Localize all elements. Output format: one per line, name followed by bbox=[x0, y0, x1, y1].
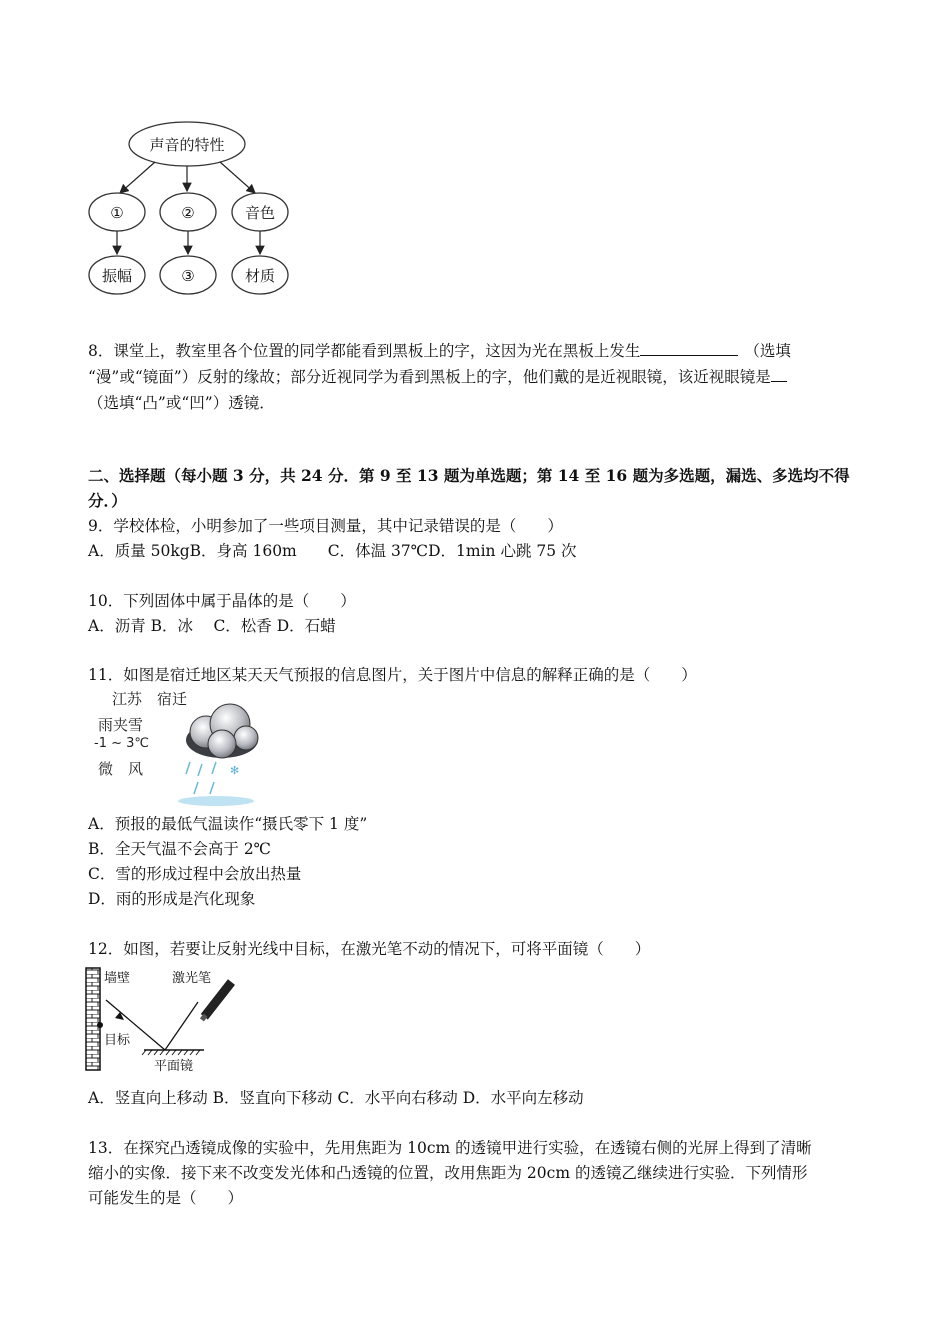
svg-text:✻: ✻ bbox=[230, 764, 240, 777]
diagram-node-2-label: ② bbox=[181, 204, 195, 222]
q9-options: A．质量 50kgB．身高 160m C．体温 37℃D．1min 心跳 75 次 bbox=[88, 542, 577, 560]
q9-stem: 9．学校体检，小明参加了一些项目测量，其中记录错误的是（ ） bbox=[88, 517, 563, 535]
cloud-rain-snow-icon bbox=[172, 700, 262, 810]
weather-forecast-figure bbox=[92, 688, 262, 806]
diagram-node-1-label: ① bbox=[110, 204, 124, 222]
section2-heading-line2: 分．） bbox=[88, 491, 127, 510]
q13-line1: 13．在探究凸透镜成像的实验中，先用焦距为 10cm 的透镜甲进行实验，在透镜右侧的光屏上得到了清晰 bbox=[88, 1139, 812, 1157]
section2-heading-line1: 二、选择题（每小题 3 分，共 24 分．第 9 至 13 题为单选题；第 14 至 16 题为多选题，漏选、多选均不得 bbox=[88, 466, 850, 485]
q11-option-b: B．全天气温不会高于 2℃ bbox=[88, 840, 272, 858]
diagram-root-label: 声音的特性 bbox=[149, 136, 225, 154]
q13-line2: 缩小的实像．接下来不改变发光体和凸透镜的位置，改用焦距为 20cm 的透镜乙继续进行实验．下列情形 bbox=[88, 1164, 808, 1182]
incident-ray bbox=[165, 1002, 198, 1050]
diagram-arrow bbox=[220, 162, 255, 193]
q8-line3: （选填“凸”或“凹”）透镜． bbox=[88, 394, 275, 412]
diagram-node-amplitude-label: 振幅 bbox=[101, 267, 133, 285]
q13-line3: 可能发生的是（ ） bbox=[88, 1189, 244, 1207]
mirror-reflection-figure bbox=[86, 966, 256, 1074]
q8-blank-1 bbox=[640, 341, 738, 356]
q11-option-d: D．雨的形成是汽化现象 bbox=[88, 890, 256, 908]
weather-condition: 雨夹雪 bbox=[98, 716, 144, 734]
target-label: 目标 bbox=[104, 1033, 131, 1048]
q8-blank-2 bbox=[771, 367, 787, 382]
diagram-node-timbre-label: 音色 bbox=[244, 204, 276, 222]
q8-line1: 8．课堂上，教室里各个位置的同学都能看到黑板上的字，这因为光在黑板上发生 （选填 bbox=[88, 342, 791, 360]
laser-label: 激光笔 bbox=[172, 971, 212, 986]
sound-properties-diagram bbox=[0, 0, 950, 300]
target-dot bbox=[97, 1022, 103, 1028]
q12-options: A．竖直向上移动 B．竖直向下移动 C．水平向右移动 D．水平向左移动 bbox=[88, 1089, 584, 1107]
mirror-label: 平面镜 bbox=[154, 1059, 194, 1074]
weather-location: 江苏 宿迁 bbox=[112, 690, 188, 708]
q12-stem: 12．如图，若要让反射光线中目标，在激光笔不动的情况下，可将平面镜（ ） bbox=[88, 940, 651, 958]
q11-option-a: A．预报的最低气温读作“摄氏零下 1 度” bbox=[88, 815, 368, 833]
wall-label: 墙壁 bbox=[104, 971, 131, 986]
diagram-arrow bbox=[120, 162, 155, 193]
weather-wind: 微 风 bbox=[98, 760, 144, 778]
q11-stem: 11．如图是宿迁地区某天天气预报的信息图片，关于图片中信息的解释正确的是（ ） bbox=[88, 666, 697, 684]
diagram-node-material-label: 材质 bbox=[244, 267, 276, 285]
q11-option-c: C．雪的形成过程中会放出热量 bbox=[88, 865, 302, 883]
q10-stem: 10．下列固体中属于晶体的是（ ） bbox=[88, 592, 356, 610]
wall bbox=[86, 968, 100, 1070]
diagram-node-3-label: ③ bbox=[181, 267, 195, 285]
q10-options: A．沥青 B．冰 C．松香 D．石蜡 bbox=[88, 617, 336, 635]
q8-line2: “漫”或“镜面”）反射的缘故；部分近视同学为看到黑板上的字，他们戴的是近视眼镜，该近视眼镜是 bbox=[88, 366, 787, 388]
weather-temperature: -1 ~ 3℃ bbox=[94, 736, 149, 751]
